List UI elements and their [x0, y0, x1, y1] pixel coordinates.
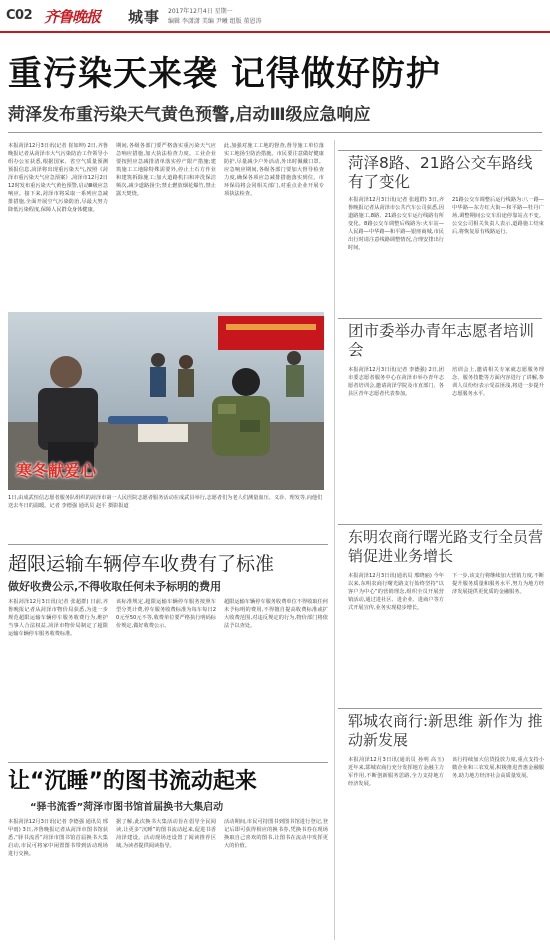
editor-credits: 编辑 李潇潇 美编 尹曦 组版 董恩涛: [168, 18, 262, 25]
books-body-col1: 本报菏泽12月3日讯(记者 李德强 通讯员 邢甲雨) 3日,齐鲁晚报记者从菏泽市图书馆获悉,“驿书流香”菏泽市图书馆首届换书大集启动,市民可将家中闲置图书带到活动现场进行交换。: [8, 819, 108, 857]
photo-overlay-title: 寒冬献爱心: [16, 461, 97, 480]
photo-caption: 1日,由成武恒信志愿者服务队组织的菏泽市第一人民医院志愿者服务活动在成武县举行,志愿者们为老人们测量血压、义诊、理发等,向他们送去冬日的温暖。记者 李德强 通讯员 赵平 摄影报道: [8, 495, 323, 509]
section-name: 城事: [128, 8, 161, 26]
books-body-col3: 活动期间,市民可持图书到图书馆进行登记,登记后即可获得相应的换书券,凭换书券在现场换取自己喜欢的图书,让图书在流动中发挥更大的价值。: [224, 819, 328, 849]
left-rule-1: [8, 544, 328, 545]
column-divider: [334, 140, 335, 940]
volunteer-body-col1: 本报菏泽12月3日讯(记者 李德强) 2日,团市委志愿者服务中心在菏泽市举办青年志愿者培训会,邀请菏泽学院及市直部门、各县区青年志愿者代表参加。: [348, 367, 444, 397]
overload-body-col2: 该标准规定,超限运输车辆停车服务按照车型分类计费,停车服务收费标准为每车每日20元至50元不等,收费单位要严格执行明码标价规定,做好收费公示。: [116, 599, 216, 629]
news-photo: [8, 312, 324, 490]
main-subhead: 菏泽发布重污染天气黄色预警,启动Ⅲ级应急响应: [8, 105, 371, 125]
overload-body-col3: 超限运输车辆停车服务收费单位不得收取任何未予标明的费用,不得擅自提高收费标准或扩大收费范围,对违反规定的行为,物价部门将依法予以查处。: [224, 599, 328, 629]
left-rule-2: [8, 762, 328, 763]
main-body-col1: 本报菏泽12月3日讯(记者 崔如坤) 2日,齐鲁晚报记者从菏泽市大气污染防治工作领导小组办公室获悉,根据国家、省空气质量预测预报信息,菏泽将出现重污染天气,按照《菏泽市重污染天气应急预案》,菏泽市12月2日12时发布重污染天气黄色预警,启动Ⅲ级应急响应。接下来,菏泽市将采取一系列应急减排措施,全面开展空气污染防治,尽最大努力降低污染程度,保障人民群众身体健康。: [8, 143, 108, 213]
bus-headline: 菏泽8路、21路公交车路线有了变化: [348, 154, 533, 191]
issue-date: 2017年12月4日 星期一: [168, 8, 233, 15]
yuncheng-body-col2: 该行持续加大信贷投放力度,重点支持小微企业和三农发展,积极推进普惠金融服务,助力地方经济社会高质量发展。: [452, 757, 544, 779]
page-header: [0, 0, 550, 34]
right-rule-2: [338, 318, 542, 319]
newspaper-brand: 齐鲁晚报: [44, 8, 101, 26]
books-body-col2: 据了解,此次换书大集活动旨在倡导全民阅读,让更多“沉睡”的图书流动起来,促进书香菏泽建设。活动现场还设置了阅读推荐区域,为读者提供阅读指导。: [116, 819, 216, 849]
right-rule-4: [338, 708, 542, 709]
overload-body-col1: 本报菏泽12月3日讯(记者 张超群) 日前,齐鲁晚报记者从菏泽市物价局获悉,为进一步规范超限运输车辆停车服务收费行为,维护当事人合法权益,菏泽市物价局制定了超限运输车辆停车服务收费标准。: [8, 599, 108, 637]
bus-body-col2: 21路公交车调整后运行线路为:八一路—中华路—东方红大街—和平路—牡丹广场,调整期间公交车沿途停靠站点不变。公交公司相关负责人表示,道路施工结束后,将恢复原有线路运行。: [452, 197, 544, 235]
main-body-col3: 此,加强对施工工地的督查,督导施工单位落实工地扬尘防治措施。市民要注意做好健康防护,尽量减少户外活动,外出时佩戴口罩。应急响应期间,各级各部门要加大督导检查力度,确保各项应急减排措施落实到位。市环保局将会同相关部门,对重点企业开展专项执法检查。: [224, 143, 324, 197]
main-headline: 重污染天来袭 记得做好防护: [8, 54, 441, 94]
bank-headline: 东明农商行曙光路支行全员营销促进业务增长: [348, 528, 544, 565]
overload-subhead: 做好收费公示,不得收取任何未予标明的费用: [8, 580, 222, 593]
page-number: C02: [6, 8, 33, 23]
main-body-col2: 期间,各级各部门要严格落实重污染天气应急响应措施,加大执法检查力度。工业企业要按照应急减排清单落实停产限产措施;建筑施工工地除特殊需要外,停止土石方作业和建筑拆除施工;加大道路机扫和冲洗保洁频次,减少道路扬尘;禁止燃放烟花爆竹,禁止露天焚烧。: [116, 143, 216, 197]
volunteer-body-col2: 培训会上,邀请相关专家就志愿服务理念、服务技能等方面内容进行了讲解,参训人员纷纷表示受益匪浅,将进一步提升志愿服务水平。: [452, 367, 544, 397]
right-rule-3: [338, 524, 542, 525]
bus-body-col1: 本报菏泽12月3日讯(记者 张超群) 3日,齐鲁晚报记者从菏泽市公共汽车公司获悉,因道路施工,8路、21路公交车运行线路有所变化。8路公交车调整后线路为:火车站—人民路—中华路—和平路—银座商城,市民出行时请注意线路调整情况,合理安排出行时间。: [348, 197, 444, 251]
overload-headline: 超限运输车辆停车收费有了标准: [8, 553, 275, 575]
header-rule: [0, 31, 550, 33]
right-rule-1: [338, 150, 542, 151]
books-headline: 让“沉睡”的图书流动起来: [8, 769, 257, 794]
volunteer-headline: 团市委举办青年志愿者培训会: [348, 322, 535, 359]
main-rule: [8, 132, 542, 133]
yuncheng-body-col1: 本报菏泽12月3日讯(通讯员 孙明 高玉) 近年来,郓城农商行充分发挥地方金融主力军作用,不断创新服务思路,全力支持地方经济发展。: [348, 757, 444, 787]
bank-body-col2: 下一步,该支行将继续加大营销力度,不断提升服务质量和服务水平,努力为地方经济发展提供更优质的金融服务。: [452, 573, 544, 595]
bank-body-col1: 本报菏泽12月3日讯(通讯员 邢晓丽) 今年以来,东明农商行曙光路支行始终坚持“以客户为中心”的营销理念,组织全员开展营销活动,通过进社区、进企业、进商户等方式开展宣传,业务实现稳步增长。: [348, 573, 444, 611]
yuncheng-headline: 郓城农商行:新思维 新作为 推动新发展: [348, 712, 543, 749]
books-subhead: “驿书流香”菏泽市图书馆首届换书大集启动: [30, 802, 224, 813]
